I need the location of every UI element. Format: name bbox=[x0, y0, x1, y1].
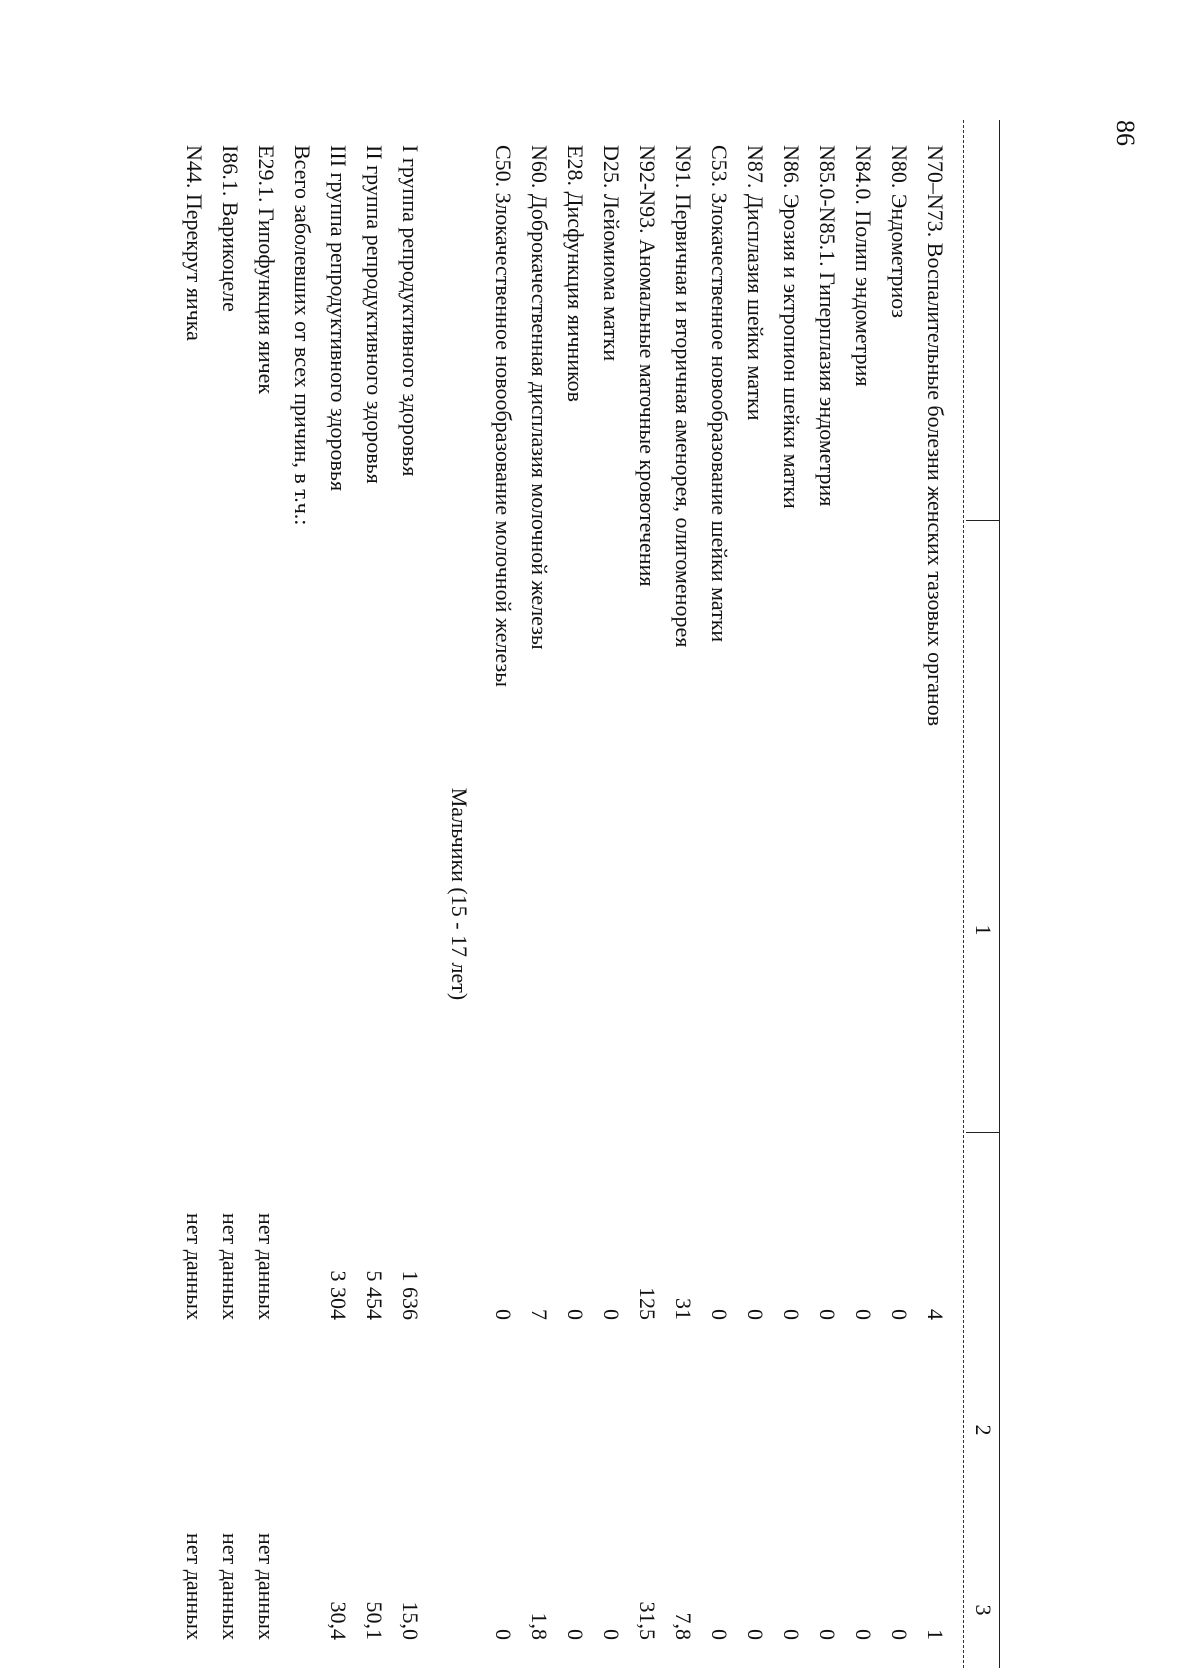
row-rate: 0 bbox=[491, 1629, 516, 1640]
row-name: N60. Доброкачественная дисплазия молочной железы bbox=[527, 145, 552, 650]
column-header-1: 1 bbox=[971, 924, 996, 936]
row-count: 0 bbox=[743, 1309, 768, 1320]
table-row bbox=[594, 120, 628, 1668]
row-name: I86.1. Варикоцеле bbox=[218, 145, 243, 312]
row-name: II группа репродуктивного здоровья bbox=[362, 145, 387, 484]
row-rate: нет данных bbox=[218, 1533, 243, 1640]
row-name: Всего заболевших от всех причин, в т.ч.: bbox=[290, 145, 315, 526]
row-rate: 0 bbox=[815, 1629, 840, 1640]
row-rate: 30,4 bbox=[326, 1601, 351, 1640]
table-row bbox=[486, 120, 520, 1668]
header-bottom-border bbox=[963, 120, 964, 1668]
row-name: N92-N93. Аномальные маточные кровотечения bbox=[635, 145, 660, 587]
row-name: N87. Дисплазия шейки матки bbox=[743, 145, 768, 421]
row-name: N85.0-N85.1. Гиперплазия эндометрия bbox=[815, 145, 840, 507]
row-rate: нет данных bbox=[254, 1533, 279, 1640]
row-rate: 0 bbox=[887, 1629, 912, 1640]
row-name: C53. Злокачественное новообразование шейки матки bbox=[707, 145, 732, 643]
page-number: 86 bbox=[1111, 120, 1140, 146]
table-row bbox=[702, 120, 736, 1668]
table-row bbox=[810, 120, 844, 1668]
table-row bbox=[321, 120, 355, 1668]
row-count: 1 636 bbox=[398, 1270, 423, 1320]
table-row bbox=[918, 120, 952, 1668]
row-count: 0 bbox=[815, 1309, 840, 1320]
row-rate: 50,1 bbox=[362, 1601, 387, 1640]
row-count: 4 bbox=[923, 1309, 948, 1320]
row-rate: 7,8 bbox=[671, 1612, 696, 1640]
column-divider bbox=[966, 520, 1000, 521]
row-rate: 0 bbox=[563, 1629, 588, 1640]
row-rate: 0 bbox=[707, 1629, 732, 1640]
row-rate: 15,0 bbox=[398, 1601, 423, 1640]
row-count: 7 bbox=[527, 1309, 552, 1320]
row-name: N84.0. Полип эндометрия bbox=[851, 145, 876, 387]
table-row bbox=[357, 120, 391, 1668]
table-row bbox=[177, 120, 211, 1668]
table-row bbox=[285, 120, 319, 1668]
row-count: 0 bbox=[851, 1309, 876, 1320]
row-rate: 0 bbox=[743, 1629, 768, 1640]
row-name: D25. Лейомиома матки bbox=[599, 145, 624, 362]
row-count: 31 bbox=[671, 1298, 696, 1320]
row-rate: 0 bbox=[599, 1629, 624, 1640]
column-divider bbox=[966, 1132, 1000, 1133]
table-row bbox=[666, 120, 700, 1668]
row-rate: 31,5 bbox=[635, 1601, 660, 1640]
row-name: E29.1. Гипофункция яичек bbox=[254, 145, 279, 395]
row-name: I группа репродуктивного здоровья bbox=[398, 145, 423, 477]
row-rate: 0 bbox=[851, 1629, 876, 1640]
row-count: 125 bbox=[635, 1287, 660, 1320]
row-name: N80. Эндометриоз bbox=[887, 145, 912, 318]
table-row bbox=[774, 120, 808, 1668]
table-row bbox=[882, 120, 916, 1668]
row-count: 0 bbox=[707, 1309, 732, 1320]
row-count: нет данных bbox=[218, 1213, 243, 1320]
column-header-3: 3 bbox=[971, 1604, 996, 1616]
row-count: 0 bbox=[491, 1309, 516, 1320]
row-rate: 0 bbox=[779, 1629, 804, 1640]
table-row bbox=[213, 120, 247, 1668]
row-name: III группа репродуктивного здоровья bbox=[326, 145, 351, 492]
row-count: 0 bbox=[563, 1309, 588, 1320]
table-top-border bbox=[999, 120, 1000, 1668]
row-count: нет данных bbox=[182, 1213, 207, 1320]
section-title: Мальчики (15 - 17 лет) bbox=[447, 787, 472, 1001]
table-row bbox=[558, 120, 592, 1668]
table-row bbox=[738, 120, 772, 1668]
row-rate: 1,8 bbox=[527, 1612, 552, 1640]
row-count: 5 454 bbox=[362, 1270, 387, 1320]
row-name: E28. Дисфункция яичников bbox=[563, 145, 588, 403]
row-count: 0 bbox=[779, 1309, 804, 1320]
table-row bbox=[846, 120, 880, 1668]
row-rate: нет данных bbox=[182, 1533, 207, 1640]
column-header-2: 2 bbox=[971, 1424, 996, 1436]
row-name: N86. Эрозия и эктропион шейки матки bbox=[779, 145, 804, 509]
row-name: N70–N73. Воспалительные болезни женских тазовых органов bbox=[923, 145, 948, 727]
row-count: 0 bbox=[599, 1309, 624, 1320]
row-name: N44. Перекрут яичка bbox=[182, 145, 207, 341]
table-row bbox=[630, 120, 664, 1668]
row-count: 3 304 bbox=[326, 1270, 351, 1320]
table-row bbox=[522, 120, 556, 1668]
table-row bbox=[393, 120, 427, 1668]
row-count: 0 bbox=[887, 1309, 912, 1320]
rotated-page bbox=[170, 120, 1140, 1670]
row-count: нет данных bbox=[254, 1213, 279, 1320]
row-name: C50. Злокачественное новообразование молочной железы bbox=[491, 145, 516, 687]
row-name: N91. Первичная и вторичная аменорея, олигоменорея bbox=[671, 145, 696, 648]
row-rate: 1 bbox=[923, 1629, 948, 1640]
table-row bbox=[249, 120, 283, 1668]
